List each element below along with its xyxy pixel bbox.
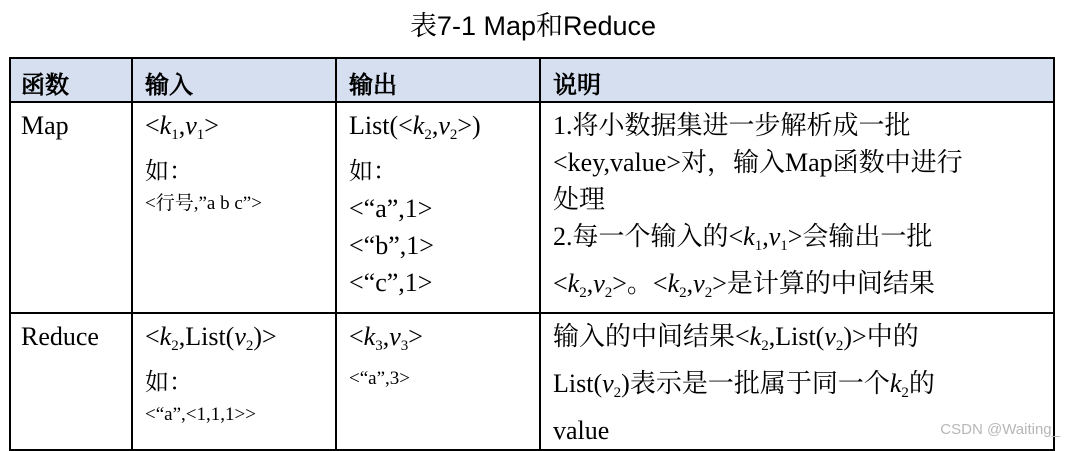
cell-output-map	[336, 102, 540, 313]
table-caption: 表7-1 Map和Reduce	[0, 4, 1066, 43]
output-example-label: 如：	[349, 154, 539, 190]
header-output: 输出	[336, 58, 540, 102]
desc-line: 处理	[553, 181, 1053, 218]
header-function: 函数	[10, 58, 132, 102]
output-example-b: <“b”,1>	[349, 227, 539, 264]
output-example-value: <“a”,3>	[349, 365, 539, 393]
input-example-value: <“a”,<1,1,1>>	[145, 401, 335, 429]
output-example-a: <“a”,1>	[349, 190, 539, 227]
output-pair-k3-v3: $<k_3,v_3>$	[349, 318, 539, 365]
header-description: 说明	[540, 58, 1054, 102]
cell-input-map	[132, 102, 336, 313]
desc-line: $List(v_2)$表示是一批属于同一个$k_2$的	[553, 365, 1053, 412]
cell-function-map: Map	[10, 102, 132, 313]
cell-function-reduce: Reduce	[10, 313, 132, 450]
desc-line: 1.将小数据集进一步解析成一批	[553, 107, 1053, 144]
input-example-value: <行号,”a b c”>	[145, 190, 335, 218]
input-example-label: 如：	[145, 365, 335, 401]
desc-line: 2.每一个输入的$<k_1,v_1>$会输出一批	[553, 218, 1053, 265]
header-input: 输入	[132, 58, 336, 102]
watermark: CSDN @Waiting_	[940, 421, 1060, 438]
table-header-row	[10, 58, 1054, 102]
desc-line: value	[553, 412, 1053, 449]
map-reduce-table	[9, 57, 1055, 451]
desc-line: 输入的中间结果$<k_2,List(v_2)>$中的	[553, 318, 1053, 365]
input-example-label: 如：	[145, 154, 335, 190]
cell-output-reduce	[336, 313, 540, 450]
input-pair-k2-list-v2: $<k_2,List(v_2)>$	[145, 318, 335, 365]
desc-line: <key,value>对，输入Map函数中进行	[553, 144, 1053, 181]
input-pair-k1-v1: $<k_1,v_1>$	[145, 107, 335, 154]
table-row-reduce	[10, 313, 1054, 450]
table-row-map	[10, 102, 1054, 313]
cell-description-map	[540, 102, 1054, 313]
output-list-k2-v2: $List(<k_2,v_2>)$	[349, 107, 539, 154]
cell-input-reduce	[132, 313, 336, 450]
output-example-c: <“c”,1>	[349, 264, 539, 301]
desc-line: $<k_2,v_2>$。$<k_2,v_2>$是计算的中间结果	[553, 265, 1053, 312]
